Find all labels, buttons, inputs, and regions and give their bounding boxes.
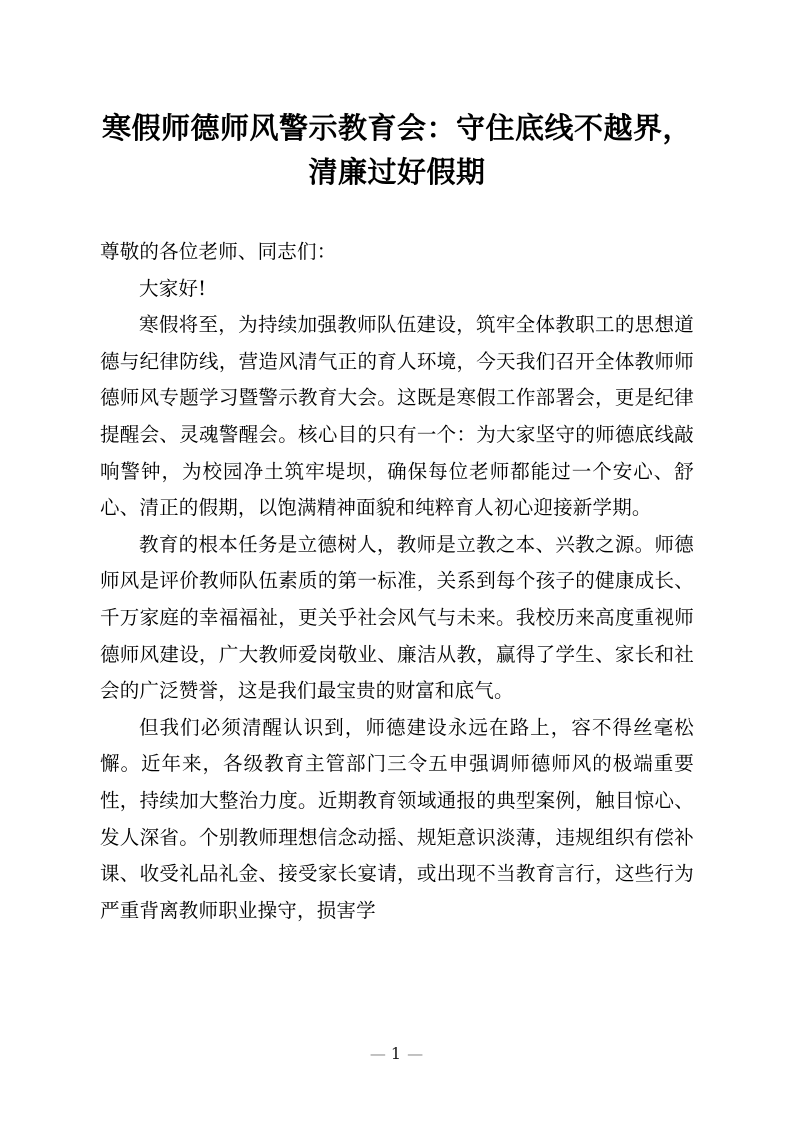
footer-dash-left: — xyxy=(369,1044,386,1063)
body-paragraph-1: 寒假将至，为持续加强教师队伍建设，筑牢全体教职工的思想道德与纪律防线，营造风清气正的育人环境，今天我们召开全体教师师德师风专题学习暨警示教育大会。这既是寒假工作部署会，更是纪律提醒会、灵魂警醒会。核心目的只有一个：为大家坚守的师德底线敲响警钟，为校园净土筑牢堤坝，确保每位老师都能过一个安心、舒心、清正的假期，以饱满精神面貌和纯粹育人初心迎接新学期。 xyxy=(100,313,694,520)
document-body xyxy=(100,234,694,929)
page-footer xyxy=(0,1044,793,1063)
greeting-line: 大家好! xyxy=(139,276,207,300)
body-paragraph-2: 教育的根本任务是立德树人，教师是立教之本、兴教之源。师德师风是评价教师队伍素质的第一标准，关系到每个孩子的健康成长、千万家庭的幸福福祉，更关乎社会风气与未来。我校历来高度重视师德师风建设，广大教师爱岗敬业、廉洁从教，赢得了学生、家长和社会的广泛赞誉，这是我们最宝贵的财富和底气。 xyxy=(100,532,694,703)
page-number: 1 xyxy=(390,1044,403,1063)
footer-dash-right: — xyxy=(407,1044,424,1063)
body-paragraph-3: 但我们必须清醒认识到，师德建设永远在路上，容不得丝毫松懈。近年来，各级教育主管部门三令五申强调师德师风的极端重要性，持续加大整治力度。近期教育领域通报的典型案例，触目惊心、发人深省。个别教师理想信念动摇、规矩意识淡薄，违规组织有偿补课、收受礼品礼金、接受家长宴请，或出现不当教育言行，这些行为严重背离教师职业操守，损害学 xyxy=(100,715,694,922)
page-title: 寒假师德师风警示教育会：守住底线不越界，清廉过好假期 xyxy=(101,111,692,189)
salutation-line: 尊敬的各位老师、同志们： xyxy=(100,240,337,263)
